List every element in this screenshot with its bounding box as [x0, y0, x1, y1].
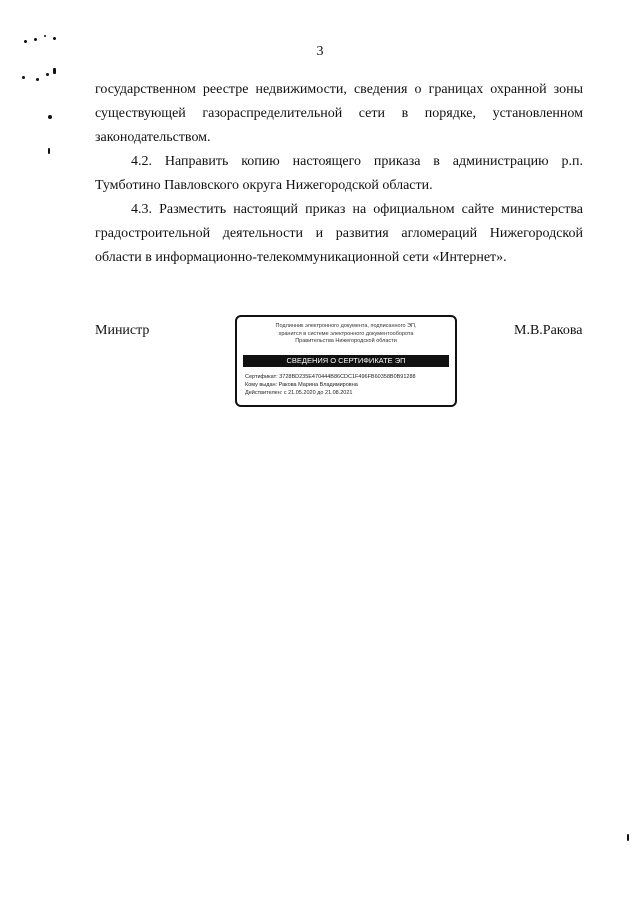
page-number: 3 — [316, 44, 324, 59]
scan-speck — [627, 834, 629, 841]
issued-to-value: Ракова Марина Владимировна — [278, 382, 358, 388]
signer-title: Министр — [95, 323, 150, 338]
scan-speck — [34, 38, 37, 41]
scan-speck — [22, 76, 25, 79]
issued-to-row — [245, 381, 449, 389]
stamp-notice-line: Подлинник электронного документа, подписанного ЭП, — [275, 323, 417, 329]
scan-speck — [48, 148, 50, 154]
valid-row — [245, 389, 449, 397]
paragraph-continuation: государственном реестре недвижимости, сведения о границах охранной зоны существующей газораспределительной сети в порядке, установленном законодательством. — [95, 82, 583, 145]
stamp-header: СВЕДЕНИЯ О СЕРТИФИКАТЕ ЭП — [243, 355, 449, 367]
signer-name: М.В.Ракова — [514, 323, 583, 338]
scan-speck — [46, 73, 49, 76]
scan-speck — [48, 115, 52, 119]
certificate-label: Сертификат: — [245, 374, 278, 380]
scan-speck — [24, 40, 27, 43]
scan-speck — [53, 37, 56, 40]
stamp-notice-line: хранится в системе электронного документооборота — [278, 330, 414, 337]
scan-speck — [44, 35, 46, 37]
scan-speck — [36, 78, 39, 81]
valid-value: с 21.05.2020 до 21.08.2021 — [283, 390, 353, 396]
issued-to-label: Кому выдан: — [245, 382, 278, 388]
stamp-notice-line: Правительства Нижегородской области — [295, 338, 397, 344]
paragraph-4-3: 4.3. Разместить настоящий приказ на официальном сайте министерства градостроительной деятельности и развития агломераций Нижегородской области в информационно-телекоммуникационной сети «Интернет». — [95, 202, 583, 265]
certificate-value: 3728BD235E470444B86CDC1F496FB60358B0B91288 — [279, 374, 416, 380]
certificate-row — [245, 373, 449, 381]
electronic-signature-stamp — [235, 315, 457, 407]
valid-label: Действителен: — [245, 390, 283, 396]
scan-speck — [53, 68, 56, 74]
paragraph-4-2: 4.2. Направить копию настоящего приказа в администрацию р.п. Тумботино Павловского округа Нижегородской области. — [95, 154, 583, 193]
stamp-notice — [243, 323, 449, 346]
stamp-details — [245, 373, 449, 397]
